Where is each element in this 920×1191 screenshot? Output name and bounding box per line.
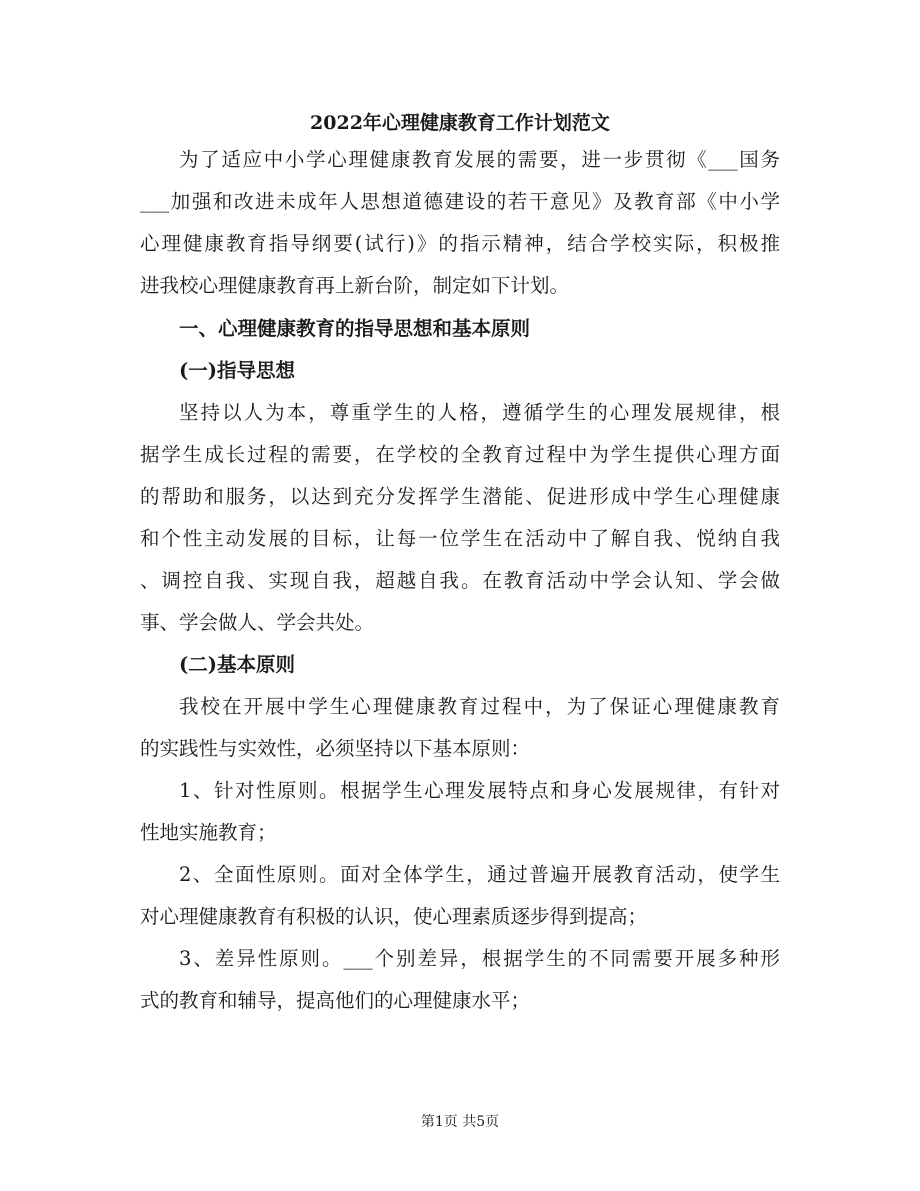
paragraph-line: 和个性主动发展的目标，让每一位学生在活动中了解自我、悦纳自我 (140, 527, 780, 550)
paragraph-line: 的实践性与实效性，必须坚持以下基本原则： (140, 737, 531, 760)
paragraph-line: 为了适应中小学心理健康教育发展的需要，进一步贯彻《___国务 (179, 148, 780, 171)
section-heading: 一、心理健康教育的指导思想和基本原则 (179, 317, 531, 340)
paragraph-line: ___加强和改进未成年人思想道德建设的若干意见》及教育部《中小学 (140, 190, 780, 213)
paragraph-line: 坚持以人为本，尊重学生的人格，遵循学生的心理发展规律，根 (179, 401, 780, 424)
paragraph-line: 事、学会做人、学会共处。 (140, 611, 375, 634)
list-item-line: 对心理健康教育有积极的认识，使心理素质逐步得到提高； (140, 905, 648, 928)
paragraph-line: 进我校心理健康教育再上新台阶，制定如下计划。 (140, 274, 570, 297)
list-item-line: 性地实施教育； (140, 821, 277, 844)
paragraph-line: 、调控自我、实现自我，超越自我。在教育活动中学会认知、学会做 (140, 569, 780, 592)
paragraph-line: 我校在开展中学生心理健康教育过程中，为了保证心理健康教育 (179, 695, 780, 718)
subsection-heading: (一)指导思想 (179, 359, 295, 382)
list-item-line: 3、差异性原则。___个别差异，根据学生的不同需要开展多种形 (179, 947, 780, 970)
paragraph-line: 心理健康教育指导纲要(试行)》的指示精神，结合学校实际，积极推 (140, 232, 780, 255)
list-item-line: 1、针对性原则。根据学生心理发展特点和身心发展规律，有针对 (179, 779, 780, 802)
subsection-heading: (二)基本原则 (179, 653, 295, 676)
paragraph-line: 的帮助和服务，以达到充分发挥学生潜能、促进形成中学生心理健康 (140, 485, 780, 508)
document-title: 2022年心理健康教育工作计划范文 (310, 112, 610, 134)
paragraph-line: 据学生成长过程的需要，在学校的全教育过程中为学生提供心理方面 (140, 443, 780, 466)
list-item-line: 式的教育和辅导，提高他们的心理健康水平； (140, 989, 531, 1012)
list-item-line: 2、全面性原则。面对全体学生，通过普遍开展教育活动，使学生 (179, 863, 780, 886)
page-number: 第1页 共5页 (420, 1114, 500, 1130)
